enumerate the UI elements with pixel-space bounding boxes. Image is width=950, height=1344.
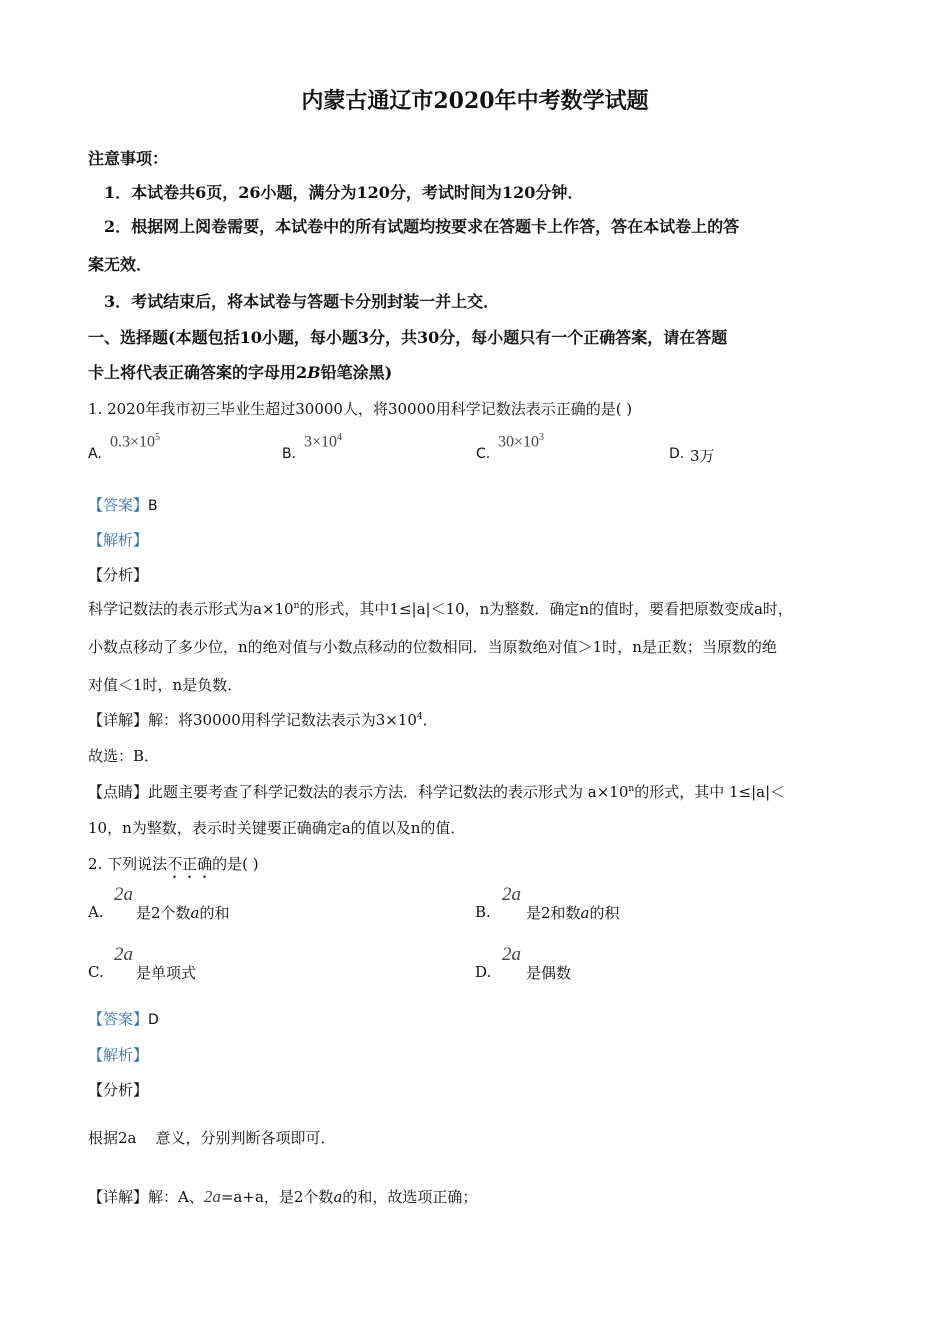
q1-analysis-tag: 【解析】	[88, 531, 149, 549]
notice-heading: 注意事项：	[88, 149, 169, 168]
q2-xiangjie: 【详解】解：A、2a=a+a，是2个数a的和，故选项正确；	[88, 1187, 478, 1206]
question-1-stem: 1. 2020年我市初三毕业生超过30000人，将30000用科学记数法表示正确的是( )	[88, 400, 633, 418]
q1-option-b-math: $3\times 10^4$	[304, 432, 343, 451]
q1-option-a-label: A.	[88, 446, 102, 462]
notice-item-2: 2．根据网上阅卷需要，本试卷中的所有试题均按要求在答题卡上作答，答在本试卷上的答	[104, 217, 740, 236]
q1-fenxi-line-1: 科学记数法的表示形式为$a\times 10^n$的形式，其中1≤|a|＜10，n为整数．确定n的值时，要看把原数变成a时，	[88, 600, 793, 618]
section-heading-line-2: 卡上将代表正确答案的字母用2B铅笔涂黑)	[88, 363, 393, 382]
q2-option-d-expr: 2a	[502, 944, 521, 965]
q1-guxuan: 故选：B．	[88, 747, 160, 765]
q1-xiangjie: 【详解】解：将30000用科学记数法表示为$3\times 10^4$．	[88, 711, 438, 729]
q1-fenxi-line-3: 对值＜1时，n是负数．	[88, 676, 243, 694]
q1-option-d-label: D.	[669, 446, 685, 462]
q2-fenxi-tag: 【分析】	[88, 1081, 149, 1099]
question-2-stem: 2. 下列说法不正确的是( )	[88, 855, 259, 873]
page-title: 内蒙古通辽市2020年中考数学试题	[301, 88, 649, 114]
q2-option-b-expr: 2a	[502, 884, 521, 905]
q2-option-c-text: 是单项式	[136, 964, 197, 982]
q2-option-d-text: 是偶数	[526, 964, 572, 982]
q2-option-c-expr: 2a	[114, 944, 133, 965]
q2-option-b-text: 是2和数a的积	[526, 904, 620, 922]
q1-option-c-label: C.	[476, 446, 491, 462]
section-heading-line-1: 一、选择题(本题包括10小题，每小题3分，共30分，每小题只有一个正确答案，请在答题	[88, 328, 728, 347]
q2-option-a-label: A.	[88, 903, 104, 921]
q2-option-a-text: 是2个数a的和	[136, 904, 230, 922]
q1-fenxi-line-2: 小数点移动了多少位，n的绝对值与小数点移动的位数相同．当原数绝对值＞1时，n是正数；当原数的绝	[88, 638, 777, 656]
q1-option-a-math: $0.3\times 10^5$	[110, 432, 161, 451]
q1-dianjing-line-1: 【点睛】此题主要考查了科学记数法的表示方法．科学记数法的表示形式为 $a\times 10^n$的形式，其中 1≤|a|＜	[88, 783, 786, 801]
q2-fenxi: 根据2a 意义，分别判断各项即可．	[88, 1129, 336, 1147]
q2-option-d-label: D.	[475, 963, 492, 981]
q2-answer: 【答案】D	[88, 1010, 159, 1028]
q1-answer: 【答案】B	[88, 496, 158, 514]
q2-option-c-label: C.	[88, 963, 104, 981]
q1-option-d-text: 3万	[690, 447, 715, 465]
q1-dianjing-line-2: 10，n为整数，表示时关键要正确确定a的值以及n的值．	[88, 819, 466, 837]
q2-option-a-expr: 2a	[114, 884, 133, 905]
notice-item-2-cont: 案无效．	[88, 255, 153, 274]
q1-fenxi-tag: 【分析】	[88, 566, 149, 584]
q2-analysis-tag: 【解析】	[88, 1046, 149, 1064]
q1-option-c-math: $30\times 10^3$	[498, 432, 545, 451]
q2-option-b-label: B.	[475, 903, 491, 921]
notice-item-1: 1．本试卷共6页，26小题，满分为120分，考试时间为120分钟．	[104, 183, 584, 202]
notice-item-3: 3．考试结束后，将本试卷与答题卡分别封装一并上交．	[104, 292, 500, 311]
q1-option-b-label: B.	[282, 446, 297, 462]
